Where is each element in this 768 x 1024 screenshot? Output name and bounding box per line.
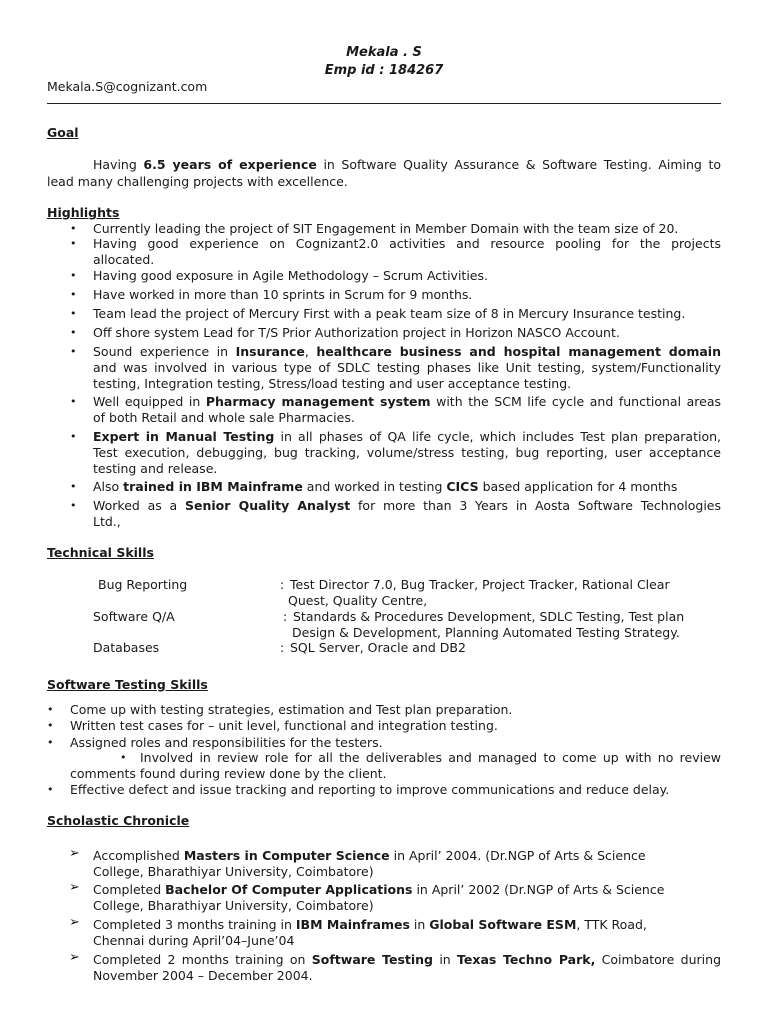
skill-separator: :	[280, 577, 285, 592]
highlight-item: Worked as a Senior Quality Analyst for more than 3 Years in Aosta Software Technologies	[93, 498, 721, 513]
education-item: Completed Bachelor Of Computer Applications in April’ 2002 (Dr.NGP of Arts & Science	[93, 882, 665, 897]
bullet-icon: •	[47, 703, 54, 716]
skill-separator: :	[280, 640, 285, 655]
bullet-icon: •	[70, 430, 77, 443]
section-goal-title: Goal	[47, 125, 79, 140]
highlight-item: Have worked in more than 10 sprints in Scrum for 9 months.	[93, 287, 473, 302]
highlight-item: Expert in Manual Testing in all phases of QA life cycle, which includes Test plan preparation,	[93, 429, 721, 444]
section-highlights-title: Highlights	[47, 205, 120, 220]
bullet-icon: •	[70, 345, 77, 358]
highlight-item: Sound experience in Insurance, healthcare business and hospital management domain	[93, 344, 721, 359]
highlight-item-cont: Ltd.,	[93, 514, 121, 529]
education-item-cont: College, Bharathiyar University, Coimbatore)	[93, 898, 374, 913]
highlight-item: Currently leading the project of SIT Engagement in Member Domain with the team size of 20.	[93, 221, 679, 236]
bullet-icon: •	[70, 222, 77, 235]
bullet-icon: •	[70, 499, 77, 512]
skill-separator: :	[283, 609, 288, 624]
highlight-item: Having good exposure in Agile Methodology – Scrum Activities.	[93, 268, 488, 283]
bullet-icon: •	[47, 736, 54, 749]
education-item-cont: College, Bharathiyar University, Coimbatore)	[93, 864, 374, 879]
bullet-icon: •	[70, 307, 77, 320]
highlight-item-cont: and was involved in various type of SDLC testing phases like Unit testing, system/Functionality	[93, 360, 721, 375]
skill-value-cont: Design & Development, Planning Automated Testing Strategy.	[292, 625, 680, 640]
education-item-cont: November 2004 – December 2004.	[93, 968, 313, 983]
bullet-icon: •	[70, 326, 77, 339]
testing-skill-nested-cont: comments found during review done by the client.	[70, 766, 387, 781]
bullet-icon: •	[70, 269, 77, 282]
testing-skill-item: Assigned roles and responsibilities for the testers.	[70, 735, 383, 750]
bullet-icon: •	[70, 288, 77, 301]
skill-value-cont: Quest, Quality Centre,	[288, 593, 428, 608]
resume-name: Mekala . S	[346, 45, 422, 60]
bullet-icon: •	[120, 751, 127, 764]
education-item: Completed 2 months training on Software Testing in Texas Techno Park, Coimbatore during	[93, 952, 722, 967]
skill-label-databases: Databases	[93, 640, 160, 655]
skill-value: SQL Server, Oracle and DB2	[290, 640, 466, 655]
section-technical-skills-title: Technical Skills	[47, 545, 154, 560]
highlight-item: Also trained in IBM Mainframe and worked in testing CICS based application for 4 months	[93, 479, 678, 494]
arrow-bullet-icon: ➢	[69, 950, 80, 965]
highlight-item: Team lead the project of Mercury First with a peak team size of 8 in Mercury Insurance testing.	[93, 306, 686, 321]
skill-label-bug-reporting: Bug Reporting	[98, 577, 188, 592]
bullet-icon: •	[47, 783, 54, 796]
skill-label-software-qa: Software Q/A	[93, 609, 175, 624]
arrow-bullet-icon: ➢	[69, 915, 80, 930]
bullet-icon: •	[70, 237, 77, 250]
highlight-item-cont: testing, Integration testing, Stress/load testing and user acceptance testing.	[93, 376, 572, 391]
testing-skill-item: Written test cases for – unit level, functional and integration testing.	[70, 718, 498, 733]
highlight-item-cont: testing and release.	[93, 461, 218, 476]
testing-skill-item: Effective defect and issue tracking and reporting to improve communications and reduce delay.	[70, 782, 670, 797]
highlight-item-cont: of both Retail and whole sale Pharmacies.	[93, 410, 355, 425]
bullet-icon: •	[47, 719, 54, 732]
bullet-icon: •	[70, 395, 77, 408]
highlight-item-cont: Test execution, debugging, bug tracking, volume/stress testing, bug reporting, user acceptance	[93, 445, 721, 460]
header-divider	[47, 103, 721, 104]
section-software-testing-skills-title: Software Testing Skills	[47, 677, 208, 692]
testing-skill-nested-item: Involved in review role for all the deliverables and managed to come up with no review	[140, 750, 721, 765]
employee-id: Emp id : 184267	[324, 63, 444, 78]
email-address: Mekala.S@cognizant.com	[47, 79, 208, 94]
skill-value: Test Director 7.0, Bug Tracker, Project Tracker, Rational Clear	[290, 577, 670, 592]
education-item-cont: Chennai during April’04–June’04	[93, 933, 295, 948]
highlight-item: Well equipped in Pharmacy management system with the SCM life cycle and functional areas	[93, 394, 721, 409]
highlight-item-cont: allocated.	[93, 252, 155, 267]
section-scholastic-title: Scholastic Chronicle	[47, 813, 190, 828]
goal-line-2: lead many challenging projects with excellence.	[47, 174, 348, 189]
highlight-item: Having good experience on Cognizant2.0 activities and resource pooling for the projects	[93, 236, 721, 251]
skill-value: Standards & Procedures Development, SDLC Testing, Test plan	[293, 609, 685, 624]
arrow-bullet-icon: ➢	[69, 880, 80, 895]
bullet-icon: •	[70, 480, 77, 493]
goal-line-1: Having 6.5 years of experience in Software Quality Assurance & Software Testing. Aiming to	[93, 157, 722, 172]
highlight-item: Off shore system Lead for T/S Prior Authorization project in Horizon NASCO Account.	[93, 325, 620, 340]
education-item: Completed 3 months training in IBM Mainframes in Global Software ESM, TTK Road,	[93, 917, 647, 932]
education-item: Accomplished Masters in Computer Science in April’ 2004. (Dr.NGP of Arts & Science	[93, 848, 646, 863]
arrow-bullet-icon: ➢	[69, 846, 80, 861]
testing-skill-item: Come up with testing strategies, estimation and Test plan preparation.	[70, 702, 513, 717]
